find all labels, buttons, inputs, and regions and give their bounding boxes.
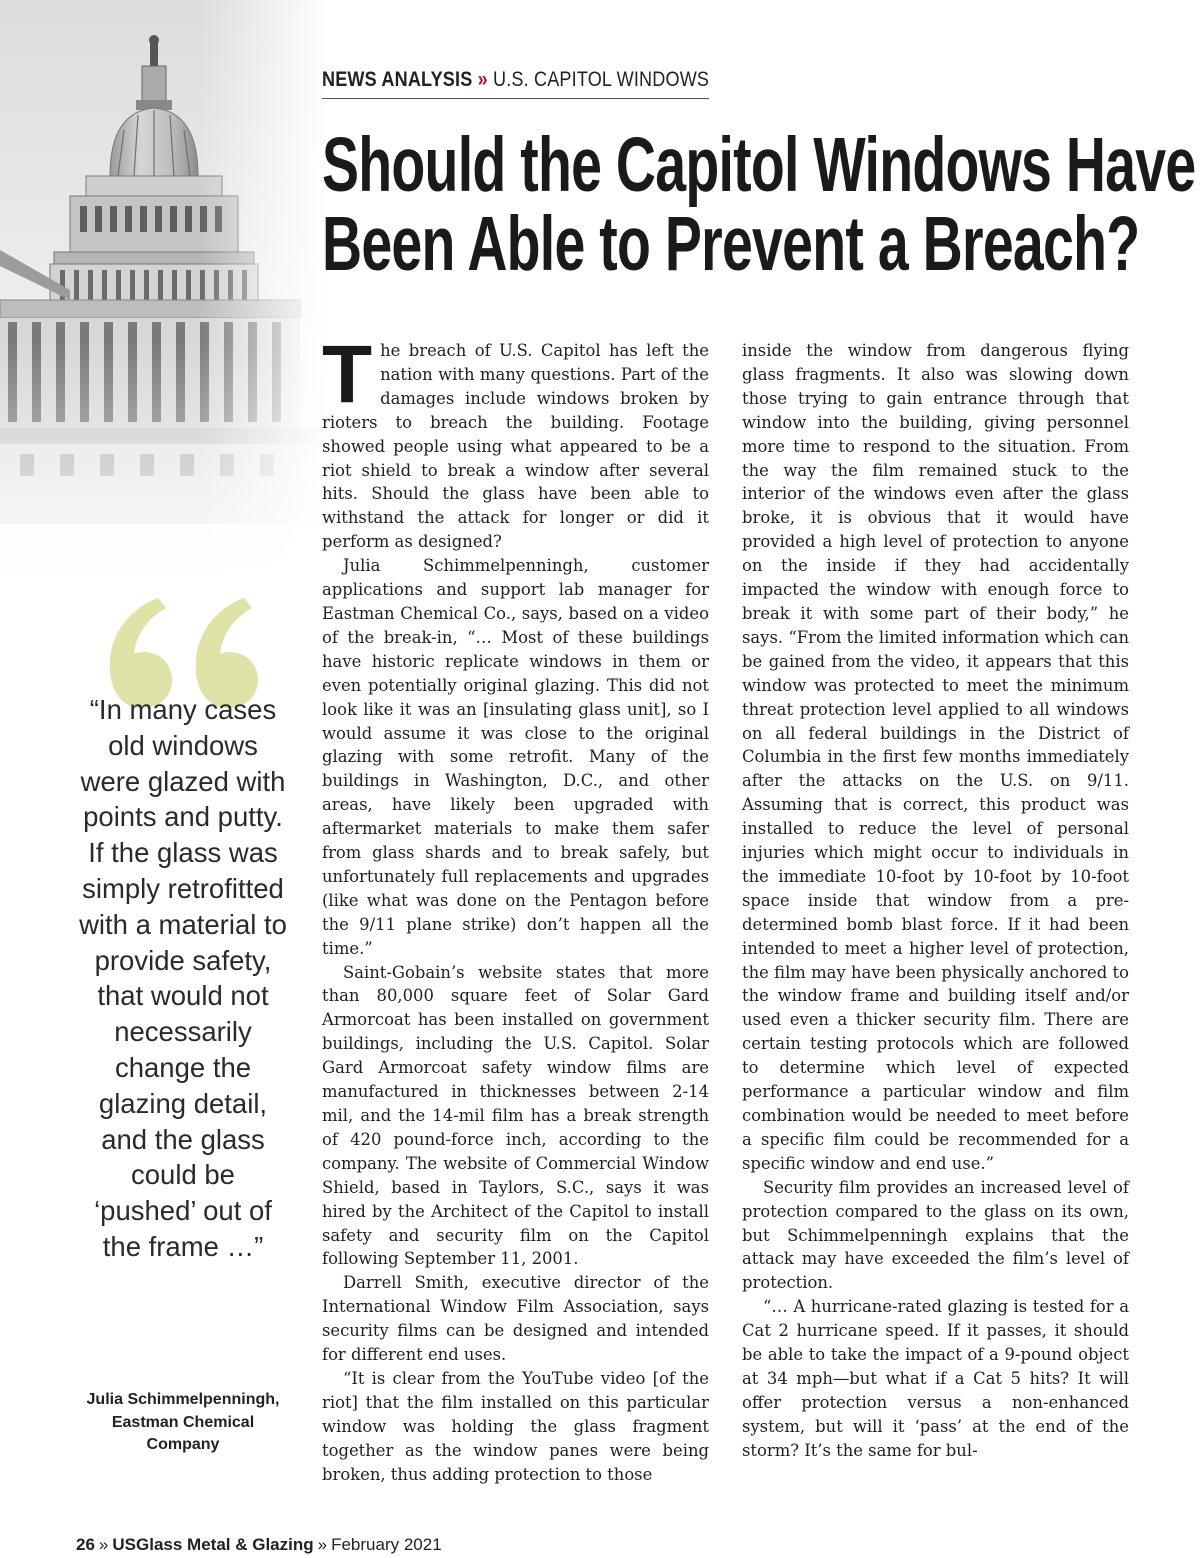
pull-quote: “In many cases old windows were glazed with points and putty. If the glass was simply retrofitted with a material to provide safety, that would not necessarily change the glazing detail, and the glass could be ‘pushed’ out of the frame …” [79,694,287,1262]
footer-separator-icon: » [98,1535,109,1554]
article-column-1 [322,329,709,1487]
footer-separator-icon: » [317,1535,328,1554]
publication-name: USGlass Metal & Glazing [112,1535,314,1554]
drop-cap: T [322,329,373,420]
issue-date: February 2021 [331,1535,442,1554]
pull-quote-attribution: Julia Schimmelpenningh, Eastman Chemical Company [86,1391,280,1453]
article-paragraph: “… A hurricane-rated glazing is tested for a Cat 2 hurricane speed. If it passes, it should be able to take the impact of a 9-pound object at 34 mph—but what if a Cat 5 hits? It will offer protection versus a non-enhanced system, but will it ‘pass’ at the end of the storm? It’s the same for bul- [742,1297,1129,1460]
article-column-2 [742,339,1129,1463]
article-paragraph: The breach of U.S. Capitol has left the nation with many questions. Part of the damages include windows broken by rioters to breach the building. Footage showed people using what appeared to be a riot shield to break a window after several hits. Should the glass have been able to withstand the attack for longer or did it perform as designed? [322,329,709,552]
article-paragraph: Darrell Smith, executive director of the International Window Film Association, says security films can be designed and intended for different end uses. [322,1273,709,1365]
section-label: NEWS ANALYSIS [322,68,473,91]
capitol-building-image [0,0,330,620]
article-headline [322,122,1196,287]
article-paragraph: inside the window from dangerous flying glass fragments. It also was slowing down those trying to gain entrance through that window into the building, giving personnel more time to respond to the situation. From the way the film remained stuck to the interior of the windows even after the glass broke, it is obvious that it would have provided a high level of protection to anyone on the inside if they had accidentally impacted the window with enough force to break it with some part of their body,” he says. “From the limited information which can be gained from the video, it appears that this window was protected to meet the minimum threat protection level applied to all windows on all federal buildings in the District of Columbia in the first few months immediately after the attacks on the U.S. on 9/11. Assuming that is correct, this product was installed to reduce the level of personal injuries which might occur to individuals in the immediate 10-foot by 10-foot by 10-foot space inside that window from a pre-determined bomb blast force. If it had been intended to meet a higher level of protection, the film may have been physically anchored to the window frame and building itself and/or used even a thicker security film. There are certain testing protocols which are followed to determine which level of expected performance a particular window and film combination would be needed to meet before a specific film could be recommended for a specific window and end use.” [742,341,1129,1173]
section-kicker [322,68,709,99]
page-number: 26 [76,1535,95,1554]
article-paragraph: “It is clear from the YouTube video [of the riot] that the film installed on this particular window was holding the glass fragment together as the window panes were being broken, thus adding protection to those [322,1368,709,1484]
article-paragraph: Saint-Gobain’s website states that more than 80,000 square feet of Solar Gard Armorcoat has been installed on government buildings, including the U.S. Capitol. Solar Gard Armorcoat safety window films are manufactured in thicknesses between 2-14 mil, and the 14-mil film has a break strength of 420 pound-force inch, according to the company. The website of Commercial Window Shield, based in Taylors, S.C., says it was hired by the Architect of the Capitol to install safety and security film on the Capitol following September 11, 2001. [322,962,709,1269]
headline-line-1: Should the Capitol Windows Have [322,122,1196,208]
chevron-separator-icon: » [477,68,488,91]
subsection-label: U.S. CAPITOL WINDOWS [492,68,710,91]
article-paragraph: Julia Schimmelpenningh, customer applications and support lab manager for Eastman Chemical Co., says, based on a video of the break-in, “… Most of these buildings have historic replicate windows in them or even potentially original glazing. This did not look like it was an [insulating glass unit], so I would assume it was close to the original glazing with some retrofit. Many of the buildings in Washington, D.C., and other areas, have likely been upgraded with aftermarket materials to make them safer from glass shards and to break safely, but unfortunately full replacements and upgrades (like what was done on the Pentagon before the 9/11 plane strike) don’t happen all the time.” [322,556,709,958]
page-footer [76,1535,442,1555]
headline-line-2: Been Able to Prevent a Breach? [322,201,1140,287]
article-paragraph: Security film provides an increased level of protection compared to the glass on its own, but Schimmelpenningh explains that the attack may have exceeded the film’s level of protection. [742,1177,1129,1293]
